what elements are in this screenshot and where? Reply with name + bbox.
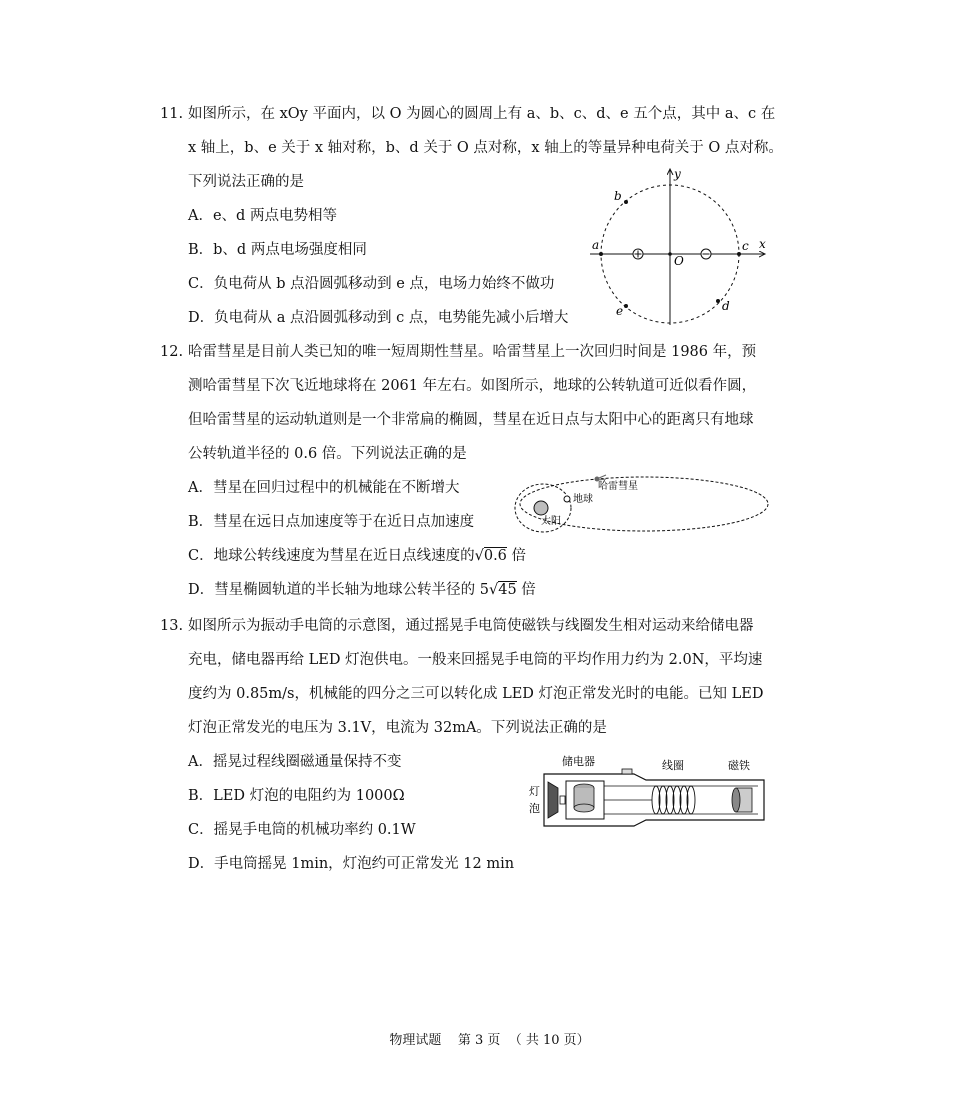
- q11-circle-figure: [585, 165, 775, 330]
- switch-icon: [622, 769, 632, 774]
- q12-stem-line-4: 公转轨道半径的 0.6 倍。下列说法正确的是: [188, 446, 467, 462]
- q11-stem-line-2: x 轴上，b、e 关于 x 轴对称，b、d 关于 O 点对称，x 轴上的等量异种电荷关于 O 点对称。: [188, 140, 783, 156]
- q11-number: 11.: [160, 106, 184, 122]
- coil-label: 线圈: [662, 759, 684, 772]
- q11-option-d: D．负电荷从 a 点沿圆弧移动到 c 点，电势能先减小后增大: [188, 310, 569, 326]
- capacitor-icon: [574, 804, 594, 812]
- q11-stem-line-1: 如图所示，在 xOy 平面内，以 O 为圆心的圆周上有 a、b、c、d、e 五个点，其中 a、c 在: [188, 106, 776, 122]
- origin-label: O: [674, 254, 684, 268]
- q11-option-c: C．负电荷从 b 点沿圆弧移动到 e 点，电场力始终不做功: [188, 276, 555, 292]
- earth-label: 地球: [573, 494, 593, 505]
- q11-option-a: A．e、d 两点电势相等: [188, 208, 337, 224]
- q12-stem-line-1: 哈雷彗星是目前人类已知的唯一短周期性彗星。哈雷彗星上一次回归时间是 1986 年，预: [188, 344, 757, 360]
- point-c: [737, 252, 741, 256]
- point-a: [599, 252, 603, 256]
- point-d-label: d: [722, 299, 730, 313]
- page-footer: 物理试题 第 3 页 （ 共 10 页）: [389, 1033, 590, 1048]
- q12-option-c-radicand: 0.6: [483, 548, 507, 564]
- q12-option-c: C．地球公转线速度为彗星在近日点线速度的√0.6 倍: [188, 548, 527, 564]
- x-axis-label: x: [759, 237, 766, 251]
- q12-stem-line-3: 但哈雷彗星的运动轨道则是一个非常扁的椭圆，彗星在近日点与太阳中心的距离只有地球: [188, 412, 754, 428]
- q13-number: 13.: [160, 618, 184, 634]
- q11-option-b: B．b、d 两点电场强度相同: [188, 242, 367, 258]
- q12-option-d-radicand: 45: [498, 582, 517, 598]
- q13-option-d: D．手电筒摇晃 1min，灯泡约可正常发光 12 min: [188, 856, 515, 872]
- led-bulb-icon: [548, 782, 558, 818]
- sqrt-sign-icon: √: [488, 582, 499, 598]
- sqrt-sign-icon: √: [474, 548, 484, 564]
- q11-stem-line-3: 下列说法正确的是: [188, 174, 304, 190]
- q13-option-c: C．摇晃手电筒的机械功率约 0.1W: [188, 822, 416, 838]
- bulb-label-2: 泡: [529, 802, 540, 815]
- q13-stem-line-3: 度约为 0.85m/s，机械能的四分之三可以转化成 LED 灯泡正常发光时的电能。已知 LED: [188, 686, 764, 702]
- q13-option-b: B．LED 灯泡的电阻约为 1000Ω: [188, 788, 405, 804]
- comet-label: 哈雷彗星: [598, 481, 638, 492]
- q12-option-d: D．彗星椭圆轨道的半长轴为地球公转半径的 5√45 倍: [188, 582, 536, 598]
- q13-option-a: A．摇晃过程线圈磁通量保持不变: [188, 754, 402, 770]
- q13-flashlight-figure: [526, 752, 776, 834]
- point-b-label: b: [614, 189, 622, 203]
- q12-option-a: A．彗星在回归过程中的机械能在不断增大: [188, 480, 460, 496]
- point-e: [624, 304, 628, 308]
- q13-stem-line-4: 灯泡正常发光的电压为 3.1V，电流为 32mA。下列说法正确的是: [188, 720, 607, 736]
- storage-label: 储电器: [562, 755, 595, 768]
- point-a-label: a: [592, 238, 600, 252]
- bulb-label-1: 灯: [529, 785, 540, 798]
- point-e-label: e: [616, 304, 624, 318]
- sun-label: 太阳: [541, 516, 561, 527]
- q12-option-b: B．彗星在远日点加速度等于在近日点加速度: [188, 514, 475, 530]
- q13-stem-line-1: 如图所示为振动手电筒的示意图，通过摇晃手电筒使磁铁与线圈发生相对运动来给储电器: [188, 618, 754, 634]
- q12-number: 12.: [160, 344, 184, 360]
- sun-icon: [534, 501, 548, 515]
- point-d: [716, 299, 720, 303]
- y-axis-label: y: [674, 167, 681, 181]
- q12-stem-line-2: 测哈雷彗星下次飞近地球将在 2061 年左右。如图所示，地球的公转轨道可近似看作圆，: [188, 378, 757, 394]
- q13-stem-line-2: 充电，储电器再给 LED 灯泡供电。一般来回摇晃手电筒的平均作用力约为 2.0N，平均速: [188, 652, 763, 668]
- point-c-label: c: [742, 239, 749, 253]
- magnet-label: 磁铁: [728, 759, 750, 772]
- q12-orbit-figure: [508, 470, 773, 535]
- point-b: [624, 200, 628, 204]
- earth-icon: [564, 496, 570, 502]
